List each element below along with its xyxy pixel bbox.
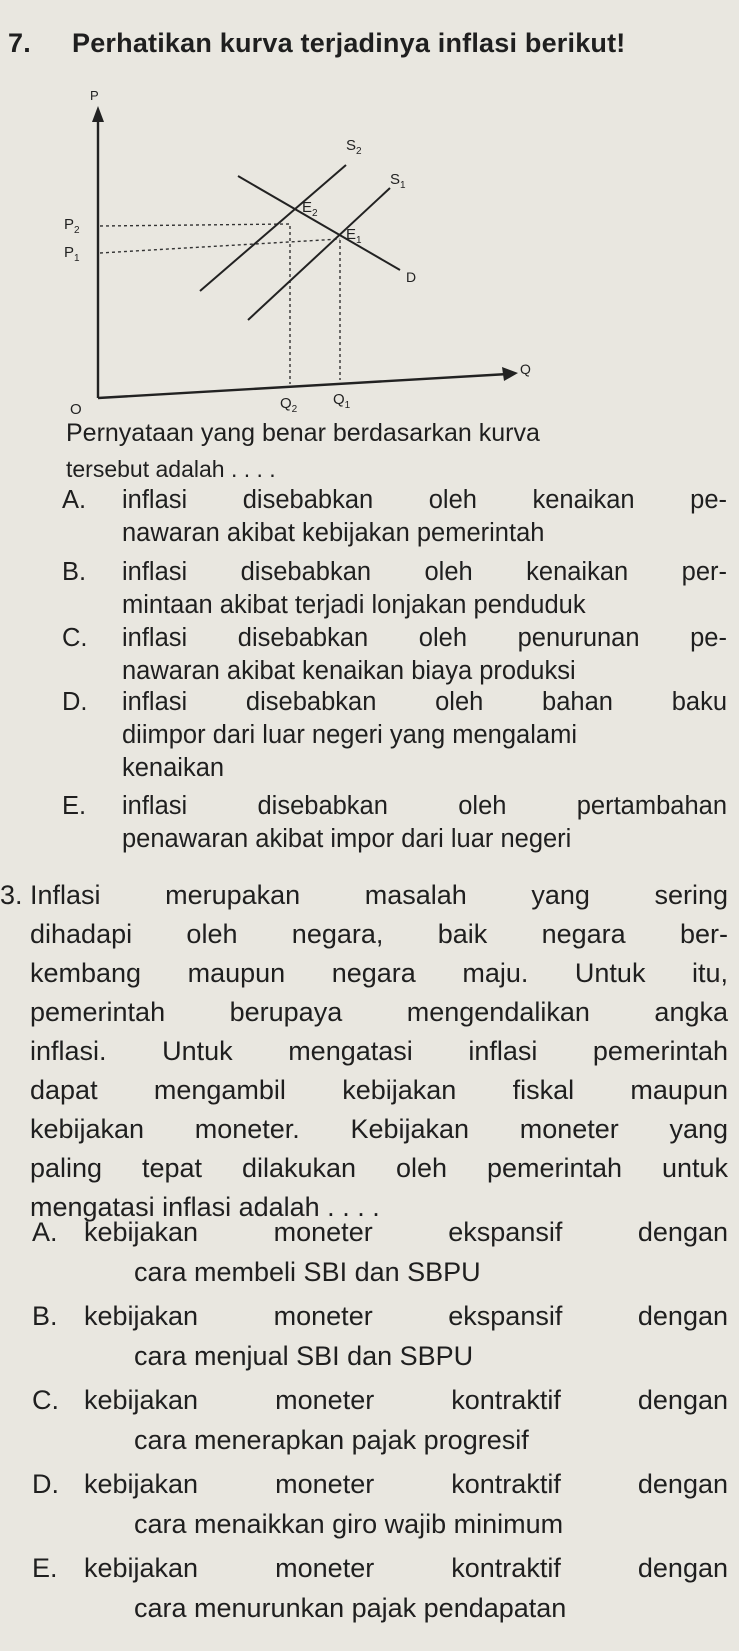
supply-curve-s2: [200, 165, 346, 291]
x-axis-arrow: [502, 367, 518, 381]
option-line: cara menaikkan giro wajib minimum: [134, 1509, 564, 1539]
supply-curve-s1: [248, 188, 390, 320]
q7-option-c[interactable]: [62, 622, 727, 688]
option-line: kebijakan moneter kontraktif dengan: [84, 1553, 728, 1583]
option-line: inflasi disebabkan oleh bahan baku: [122, 688, 727, 716]
option-letter: C.: [62, 624, 88, 652]
option-letter: D.: [62, 688, 88, 716]
q8-option-d[interactable]: [32, 1464, 728, 1544]
option-line: nawaran akibat kebijakan pemerintah: [122, 519, 545, 547]
question-8-line: dihadapi oleh negara, baik negara ber-: [30, 919, 728, 949]
question-8-stem: [0, 876, 728, 1227]
demand-curve: [238, 176, 400, 270]
option-line: kebijakan moneter ekspansif dengan: [84, 1301, 728, 1331]
question-8-line: dapat mengambil kebijakan fiskal maupun: [30, 1075, 728, 1105]
option-line: cara menerapkan pajak progresif: [134, 1425, 529, 1455]
q7-option-b[interactable]: [62, 556, 727, 622]
question-8-line: Inflasi merupakan masalah yang sering: [30, 880, 728, 910]
option-letter: B.: [62, 558, 87, 586]
option-line: inflasi disebabkan oleh kenaikan pe-: [122, 486, 727, 514]
question-8-line: kebijakan moneter. Kebijakan moneter yang: [30, 1114, 728, 1144]
question-7-number: 7.: [8, 28, 31, 58]
option-line: cara membeli SBI dan SBPU: [134, 1257, 481, 1287]
option-line: cara menjual SBI dan SBPU: [134, 1341, 474, 1371]
origin-label: O: [70, 401, 82, 418]
option-letter: A.: [62, 486, 87, 514]
option-letter: C.: [32, 1385, 59, 1415]
option-letter: A.: [32, 1217, 58, 1247]
label-e1: $E_1$: [346, 226, 362, 246]
x-axis: [98, 374, 508, 398]
option-line: kebijakan moneter kontraktif dengan: [84, 1469, 728, 1499]
option-line: diimpor dari luar negeri yang mengalami: [122, 721, 577, 749]
question-8-number: 3.: [0, 880, 23, 910]
label-e2: $E_2$: [302, 199, 318, 219]
label-p2: $P_2$: [64, 216, 80, 236]
label-q1: $Q_1$: [333, 391, 351, 411]
q8-option-b[interactable]: [32, 1296, 728, 1376]
option-line: mintaan akibat terjadi lonjakan penduduk: [122, 591, 586, 619]
p1-guide: [100, 239, 340, 253]
question-7-text: Perhatikan kurva terjadinya inflasi berikut!: [72, 28, 626, 58]
q8-option-a[interactable]: [32, 1212, 728, 1292]
q8-option-c[interactable]: [32, 1380, 728, 1460]
question-7-stem-line2: tersebut adalah . . . .: [66, 456, 276, 482]
question-7-title: [8, 28, 728, 59]
option-letter: D.: [32, 1469, 59, 1499]
question-8-line: inflasi. Untuk mengatasi inflasi pemerintah: [30, 1036, 728, 1066]
label-d: D: [406, 269, 417, 285]
axis-label-p: P: [90, 88, 99, 103]
supply-demand-graph: [50, 86, 610, 436]
q8-option-e[interactable]: [32, 1548, 728, 1628]
question-8-line: kembang maupun negara maju. Untuk itu,: [30, 958, 728, 988]
option-line: kebijakan moneter kontraktif dengan: [84, 1385, 728, 1415]
question-8-line: mengatasi inflasi adalah . . . .: [30, 1192, 380, 1222]
option-line: inflasi disebabkan oleh penurunan pe-: [122, 624, 727, 652]
q7-option-e[interactable]: [62, 790, 727, 856]
option-line: cara menurunkan pajak pendapatan: [134, 1593, 567, 1623]
label-s2: $S_2$: [346, 137, 362, 157]
label-q2: $Q_2$: [280, 395, 298, 415]
option-line: nawaran akibat kenaikan biaya produksi: [122, 657, 576, 685]
q7-option-d[interactable]: [62, 686, 727, 785]
option-letter: E.: [62, 792, 87, 820]
option-line: kenaikan: [122, 754, 225, 782]
axis-label-q: Q: [520, 361, 531, 377]
option-line: inflasi disebabkan oleh kenaikan per-: [122, 558, 727, 586]
question-8-line: paling tepat dilakukan oleh pemerintah untuk: [30, 1153, 728, 1183]
question-7-stem-line1: Pernyataan yang benar berdasarkan kurva: [66, 419, 540, 447]
option-letter: E.: [32, 1553, 58, 1583]
option-line: inflasi disebabkan oleh pertambahan: [122, 792, 727, 820]
question-8-line: pemerintah berupaya mengendalikan angka: [30, 997, 728, 1027]
option-letter: B.: [32, 1301, 58, 1331]
y-axis-arrow: [92, 106, 104, 122]
p2-guide: [100, 224, 290, 226]
q7-option-a[interactable]: [62, 484, 727, 550]
option-line: kebijakan moneter ekspansif dengan: [84, 1217, 728, 1247]
option-line: penawaran akibat impor dari luar negeri: [122, 825, 572, 853]
label-p1: $P_1$: [64, 244, 80, 264]
label-s1: $S_1$: [390, 171, 406, 191]
